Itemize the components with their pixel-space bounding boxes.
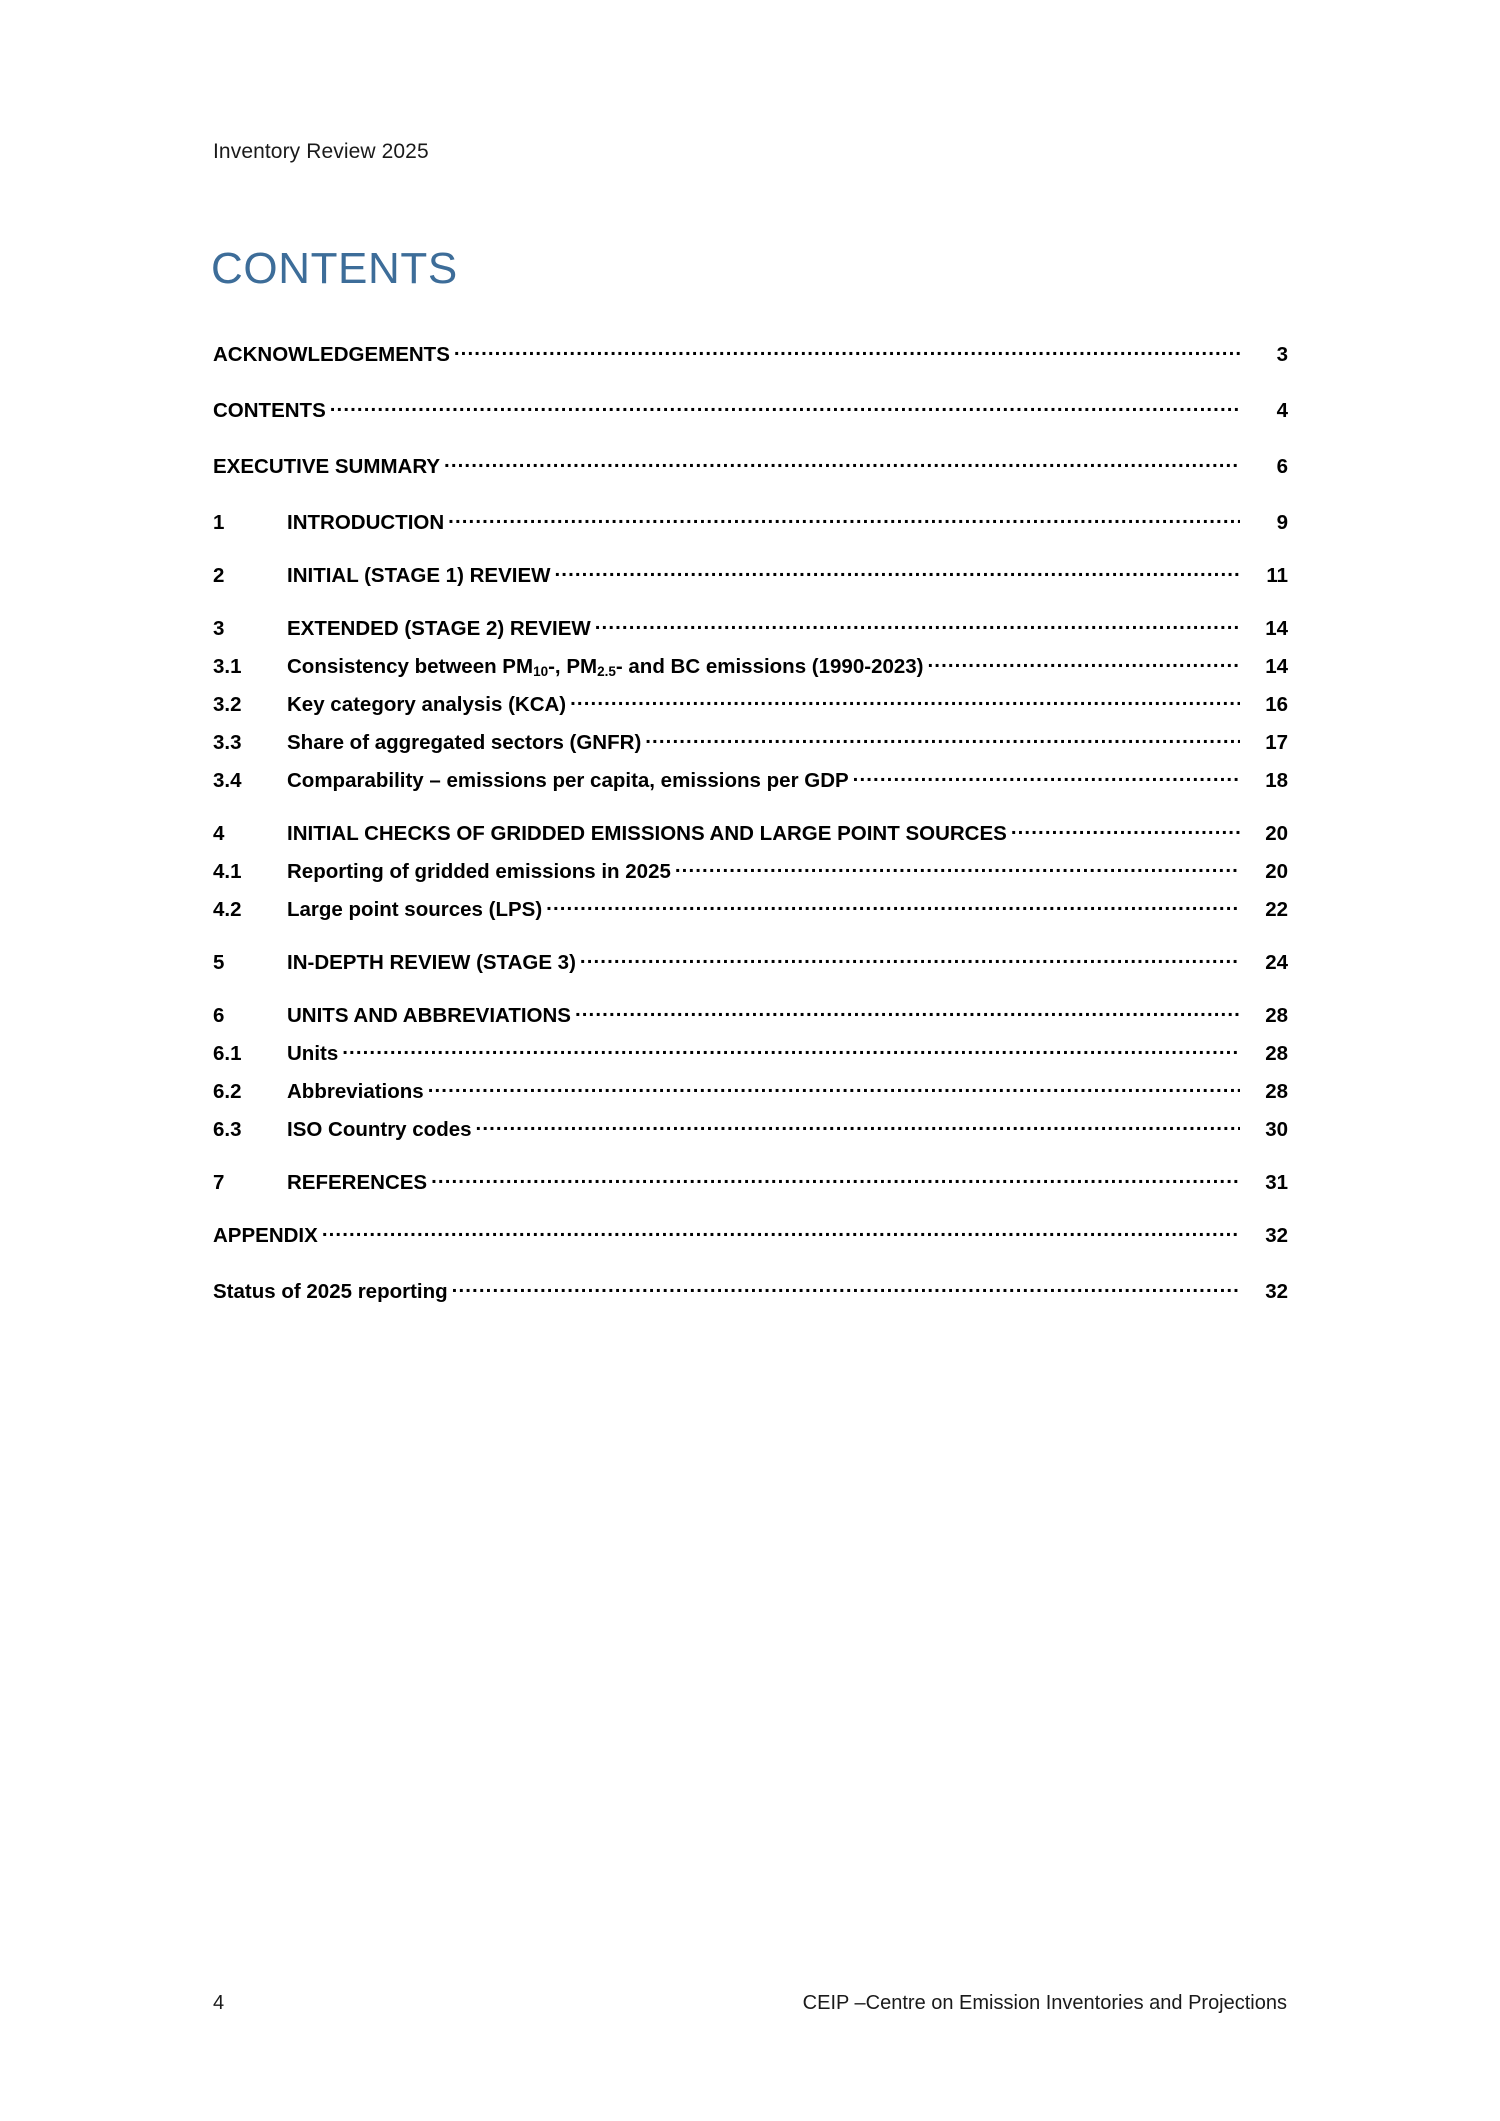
toc-entry[interactable] [213,1039,1288,1064]
toc-entry-label: REFERENCES [287,1170,428,1194]
toc-entry-page: 6 [1276,454,1288,478]
toc-entry-page: 9 [1276,510,1288,534]
toc-entry[interactable] [213,948,1288,973]
footer-organisation: CEIP –Centre on Emission Inventories and Projections [802,1992,1287,2014]
toc-entry-page: 24 [1265,950,1288,974]
toc-entry-page: 30 [1265,1117,1288,1141]
toc-leader-dots [928,652,1241,673]
toc-entry-number: 3.1 [213,654,242,678]
toc-entry-page: 18 [1265,768,1288,792]
toc-entry[interactable] [213,766,1288,791]
toc-leader-dots [454,340,1240,361]
toc-entry[interactable] [213,857,1288,882]
toc-entry-page: 28 [1265,1003,1288,1027]
toc-entry-number: 4.1 [213,859,242,883]
toc-entry-number: 3.4 [213,768,242,792]
toc-entry-label: EXTENDED (STAGE 2) REVIEW [287,616,591,640]
toc-entry-number: 2 [213,563,225,587]
toc-entry-label: Consistency between $PM_{10}-$, $PM_{2.5}-$ and BC emissions (1990-2023) [287,654,924,679]
toc-entry-label: Abbreviations [287,1079,424,1103]
toc-leader-dots [444,452,1240,473]
toc-leader-dots [342,1039,1240,1060]
toc-entry[interactable] [213,396,1288,421]
toc-entry[interactable] [213,340,1288,365]
toc-entry-number: 1 [213,510,225,534]
toc-entry-label: Status of 2025 reporting [213,1279,448,1303]
toc-entry[interactable] [213,728,1288,753]
toc-leader-dots [476,1115,1240,1136]
toc-entry-page: 11 [1266,563,1288,587]
toc-entry-number: 4 [213,821,225,845]
toc-entry-label: INTRODUCTION [287,510,445,534]
toc-leader-dots [554,561,1240,582]
toc-leader-dots [645,728,1240,749]
toc-entry-page: 20 [1265,859,1288,883]
toc-entry[interactable] [213,652,1288,677]
toc-entry-label: EXECUTIVE SUMMARY [213,454,441,478]
toc-entry[interactable] [213,614,1288,639]
page-footer [213,1992,1287,2015]
toc-entry-page: 3 [1276,342,1288,366]
toc-entry-number: 4.2 [213,897,242,921]
toc-entry[interactable] [213,1115,1288,1140]
toc-entry-page: 31 [1265,1170,1288,1194]
toc-entry[interactable] [213,561,1288,586]
toc-leader-dots [570,690,1240,711]
toc-entry-label: Large point sources (LPS) [287,897,543,921]
toc-leader-dots [853,766,1240,787]
toc-leader-dots [431,1168,1240,1189]
footer-page-number: 4 [213,1992,225,2014]
toc-entry-label: APPENDIX [213,1223,318,1247]
toc-entry-label: UNITS AND ABBREVIATIONS [287,1003,571,1027]
toc-entry-page: 4 [1276,398,1288,422]
toc-entry[interactable] [213,452,1288,477]
toc-entry[interactable] [213,1077,1288,1102]
toc-entry[interactable] [213,1168,1288,1193]
toc-entry-label: Comparability – emissions per capita, emissions per GDP [287,768,849,792]
running-head: Inventory Review 2025 [213,140,429,163]
toc-entry-label: IN-DEPTH REVIEW (STAGE 3) [287,950,576,974]
toc-entry-page: 32 [1265,1223,1288,1247]
toc-entry-number: 3.2 [213,692,242,716]
toc-entry-page: 14 [1265,616,1288,640]
toc-leader-dots [575,1001,1240,1022]
toc-entry-page: 28 [1265,1041,1288,1065]
toc-entry-page: 20 [1265,821,1288,845]
toc-entry-page: 32 [1265,1279,1288,1303]
toc-leader-dots [1011,819,1240,840]
toc-leader-dots [322,1221,1240,1242]
toc-entry-label: CONTENTS [213,398,326,422]
toc-entry-label: Key category analysis (KCA) [287,692,567,716]
toc-entry[interactable] [213,1001,1288,1026]
toc-entry-label: Reporting of gridded emissions in 2025 [287,859,671,883]
toc-entry-number: 6 [213,1003,225,1027]
toc-entry[interactable] [213,1221,1288,1246]
page-title: CONTENTS [211,244,458,294]
toc-entry-page: 14 [1265,654,1288,678]
toc-entry-page: 28 [1265,1079,1288,1103]
toc-leader-dots [595,614,1240,635]
toc-entry-page: 16 [1265,692,1288,716]
toc-entry-number: 3 [213,616,225,640]
toc-entry-label: Share of aggregated sectors (GNFR) [287,730,642,754]
toc-leader-dots [452,1277,1240,1298]
toc-entry-label: Units [287,1041,339,1065]
toc-entry[interactable] [213,690,1288,715]
toc-leader-dots [580,948,1240,969]
toc-entry-number: 3.3 [213,730,242,754]
toc-entry-page: 22 [1265,897,1288,921]
toc-entry-label: ISO Country codes [287,1117,472,1141]
toc-entry-number: 6.3 [213,1117,242,1141]
toc-entry-number: 7 [213,1170,225,1194]
toc-entry-number: 5 [213,950,225,974]
toc-entry-label: ACKNOWLEDGEMENTS [213,342,450,366]
toc-entry-number: 6.2 [213,1079,242,1103]
toc-leader-dots [546,895,1240,916]
toc-leader-dots [428,1077,1240,1098]
toc-entry-label: INITIAL CHECKS OF GRIDDED EMISSIONS AND LARGE POINT SOURCES [287,821,1007,845]
toc-entry[interactable] [213,1277,1288,1302]
toc-entry[interactable] [213,819,1288,844]
toc-entry[interactable] [213,895,1288,920]
toc-entry-label: INITIAL (STAGE 1) REVIEW [287,563,551,587]
table-of-contents [213,340,1288,1333]
toc-entry-number: 6.1 [213,1041,242,1065]
toc-entry-page: 17 [1265,730,1288,754]
toc-leader-dots [448,508,1240,529]
toc-leader-dots [330,396,1240,417]
toc-entry[interactable] [213,508,1288,533]
toc-leader-dots [675,857,1240,878]
